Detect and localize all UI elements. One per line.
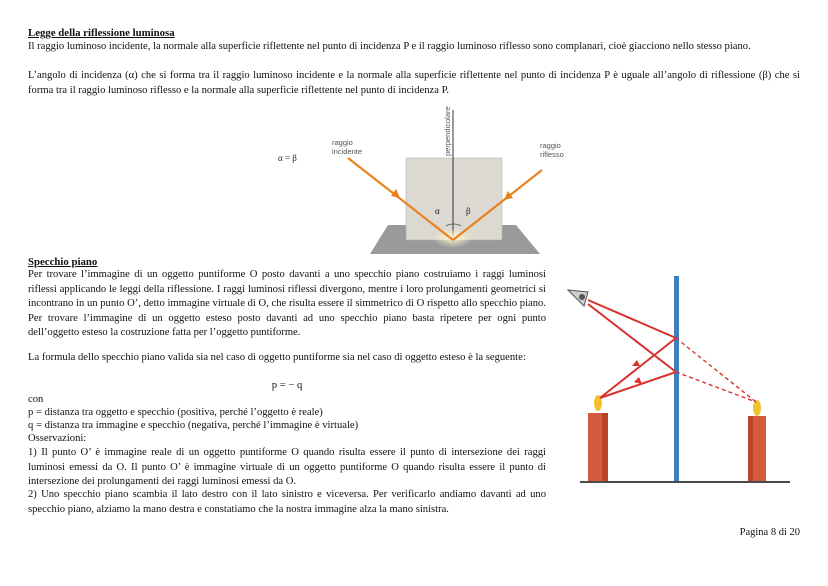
beta-label: β xyxy=(466,206,471,216)
real-candle-shade xyxy=(602,413,608,481)
text-con: con xyxy=(28,394,44,405)
mirror-line xyxy=(674,276,679,482)
paragraph-plane-mirror: Per trovare l’immagine di un oggetto puntiforme O posto davanti a uno specchio piano costruiamo i raggi luminosi riflessi applicando le leggi della riflessione. I raggi luminosi riflessi divergono, mentre i loro prolungamenti geometrici si incontrano in un punto O’, detto immagine virtuale di O, che risulta essere il simmetrico di O rispetto allo specchio piano. Per trovare l’immagine di un oggetto esteso posto davanti ad uno specchio piano basta ripetere per ogni punto dell’oggetto esteso la costruzione fatta per l’oggetto puntiforme. xyxy=(28,269,546,339)
ground-line xyxy=(580,481,790,483)
plane-block xyxy=(406,158,502,240)
incident-ray-label-2: incidente xyxy=(332,147,363,156)
paragraph-formula-intro: La formula dello specchio piano valida sia nel caso di oggetto puntiforme sia nel caso di oggetto esteso è la seguente: xyxy=(28,352,526,363)
section-heading-plane-mirror: Specchio piano xyxy=(28,256,98,268)
incidence-glow xyxy=(433,228,473,248)
eye-pupil-icon xyxy=(579,294,585,300)
normal-label: perpendicolare xyxy=(443,106,452,156)
section-heading-reflection-law: Legge della riflessione luminosa xyxy=(28,27,175,39)
page-number: Pagina 8 di 20 xyxy=(739,527,800,538)
plane-mirror-figure xyxy=(560,270,800,492)
virtual-candle-shade xyxy=(748,416,753,481)
alpha-label: α xyxy=(435,206,440,216)
observation-2: 2) Uno specchio piano scambia il lato destro con il lato sinistro e viceversa. Per verificarlo andiamo davanti ad uno specchio piano, alziamo la mano destra e constatiamo che la nostra immagine alza la mano sinistra. xyxy=(28,489,546,515)
observation-1: 1) Il punto O’ è immagine reale di un oggetto puntiforme O quando risulta essere il punto di intersezione dei raggi luminosi emessi da O. Il punto O’ è immagine virtuale di un oggetto puntiforme O quando risulta essere il punto di intersezione dei prolungamenti dei raggi luminosi emessi da O. xyxy=(28,447,546,488)
incident-ray-label-1: raggio xyxy=(332,138,353,147)
observations-heading: Osservazioni: xyxy=(28,433,87,444)
definition-p: p = distanza tra oggetto e specchio (positiva, perché l’oggetto è reale) xyxy=(28,407,323,418)
definition-q: q = distanza tra immagine e specchio (negativa, perché l’immagine è virtuale) xyxy=(28,420,359,431)
reflection-law-figure xyxy=(270,100,564,260)
reflected-arrowhead xyxy=(504,191,513,200)
reflected-ray-label-1: raggio xyxy=(540,141,561,150)
reflected-ray-label-2: riflesso xyxy=(540,150,564,159)
mirror-formula: p = − q xyxy=(271,380,303,391)
paragraph-angles: L’angolo di incidenza (α) che si forma tra il raggio luminoso incidente e la normale alla superficie riflettente nel punto di incidenza P è uguale all’angolo di riflessione (β) che si forma tra il raggio luminoso riflesso e la normale alla superficie riflettente nel punto di incidenza P. xyxy=(28,70,800,96)
paragraph-coplanar: Il raggio luminoso incidente, la normale alla superficie riflettente nel punto di incidenza P e il raggio luminoso riflesso sono complanari, cioè giacciono nello stesso piano. xyxy=(28,41,751,52)
virtual-candle-flame xyxy=(753,400,761,416)
equality-label: α = β xyxy=(278,153,297,163)
